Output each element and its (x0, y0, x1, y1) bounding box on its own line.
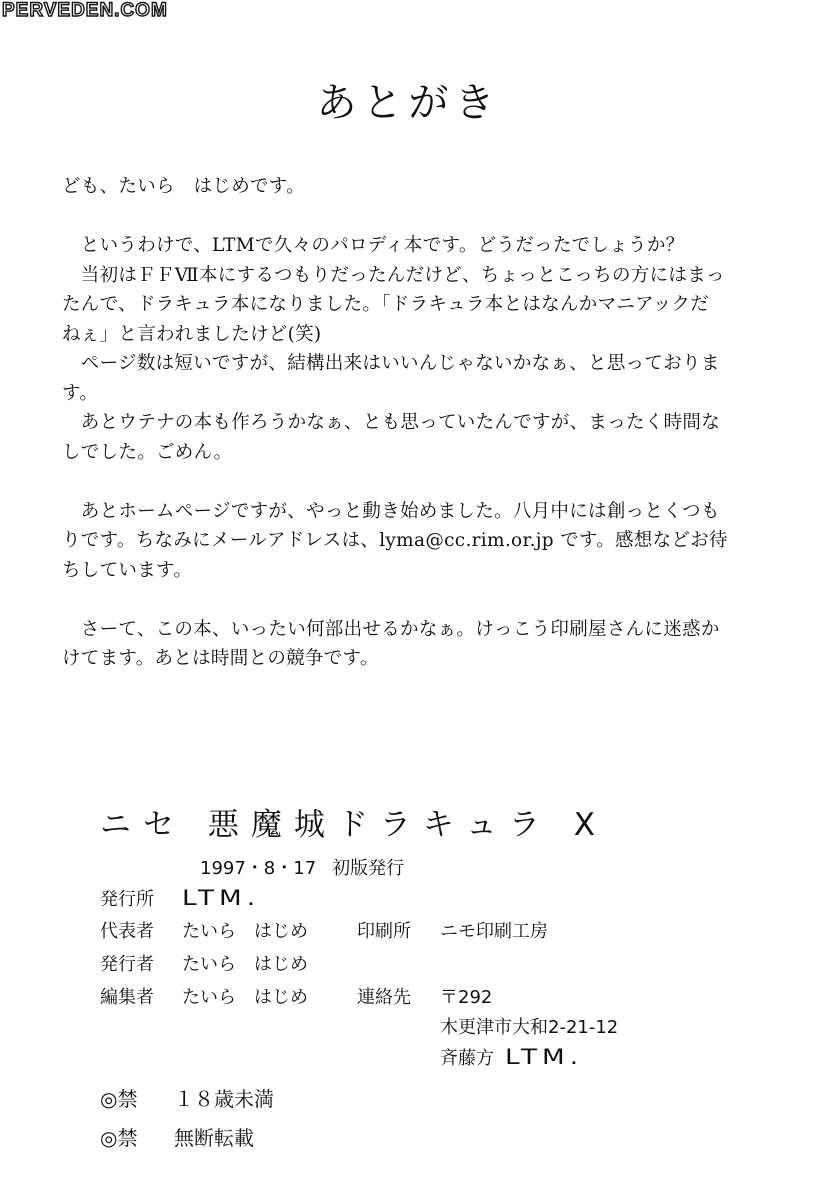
edition-label: 初版発行 (332, 858, 405, 879)
issuer-label: 発行者 (100, 954, 154, 975)
warning-reprint-mark: ◎禁 (100, 1126, 138, 1150)
afterword-line: す。 (62, 382, 99, 404)
representative-name: たいら はじめ (182, 921, 308, 942)
paragraph-gap (62, 202, 762, 232)
warning-reprint (100, 1124, 254, 1152)
afterword-line: あとウテナの本も作ろうかなぁ、とも思っていたんですが、まったく時間な (62, 412, 721, 433)
afterword-line: ども、たいら はじめです。 (62, 176, 305, 197)
watermark-logo: PERVEDEN.COM (2, 0, 168, 21)
afterword-line: りです。ちなみにメールアドレスは、lyma@cc.rim.or.jp です。感想などお待 (62, 530, 728, 551)
representative-row (100, 919, 308, 945)
afterword-line: あとホームページですが、やっと動き始めました。八月中には創っとくつも (62, 500, 720, 522)
paragraph-gap (62, 585, 762, 615)
afterword-line: ねぇ」と言われましたけど(笑) (62, 323, 322, 345)
afterword-line: けてます。あとは時間との競争です。 (62, 648, 379, 669)
publisher-row (100, 885, 261, 913)
afterword-line: 当初はＦＦⅦ本にするつもりだったんだけど、ちょっとこっちの方にはまっ (62, 264, 725, 286)
publisher-label: 発行所 (100, 889, 154, 910)
page-title: あとがき (316, 80, 501, 126)
care-of-name: LTM. (505, 1045, 584, 1069)
book-title: ニセ 悪魔城ドラキュラ X (100, 807, 607, 843)
afterword-body (62, 172, 762, 674)
issuer-name: たいら はじめ (182, 954, 308, 975)
editor-label: 編集者 (100, 987, 154, 1008)
care-of-prefix: 斉藤方 (440, 1048, 494, 1069)
representative-label: 代表者 (100, 921, 154, 942)
warning-reprint-text: 無断転載 (174, 1126, 254, 1150)
contact-label: 連絡先 (357, 987, 411, 1008)
printer-name: ニモ印刷工房 (440, 921, 548, 942)
contact-address: 木更津市大和2-21-12 (440, 1017, 619, 1038)
warning-age-mark: ◎禁 (100, 1087, 138, 1111)
afterword-line: ちしています。 (62, 559, 193, 581)
afterword-line: さーて、この本、いったい何部出せるかなぁ。けっこう印刷屋さんに迷惑か (62, 618, 720, 640)
afterword-line: というわけで、LTMで久々のパロディ本です。どうだったでしょうか？ (62, 235, 685, 256)
care-of-row (440, 1044, 584, 1072)
issuer-row (100, 952, 308, 978)
printer-label: 印刷所 (357, 921, 411, 942)
warning-age-text: １８歳未満 (174, 1087, 274, 1111)
paragraph-gap (62, 467, 762, 497)
afterword-line: しでした。ごめん。 (62, 441, 233, 463)
publication-date (200, 854, 404, 880)
publisher-name: LTM. (182, 886, 261, 910)
editor-name: たいら はじめ (182, 987, 308, 1008)
afterword-line: ページ数は短いですが、結構出来はいいんじゃないかなぁ、と思っておりま (62, 353, 720, 374)
editor-row (100, 985, 308, 1011)
date-value: 1997・8・17 (200, 858, 317, 879)
afterword-line: たんで、ドラキュラ本になりました。「ドラキュラ本とはなんかマニアックだ (62, 294, 710, 315)
postal-code: 〒292 (440, 987, 493, 1008)
warning-age (100, 1085, 274, 1113)
